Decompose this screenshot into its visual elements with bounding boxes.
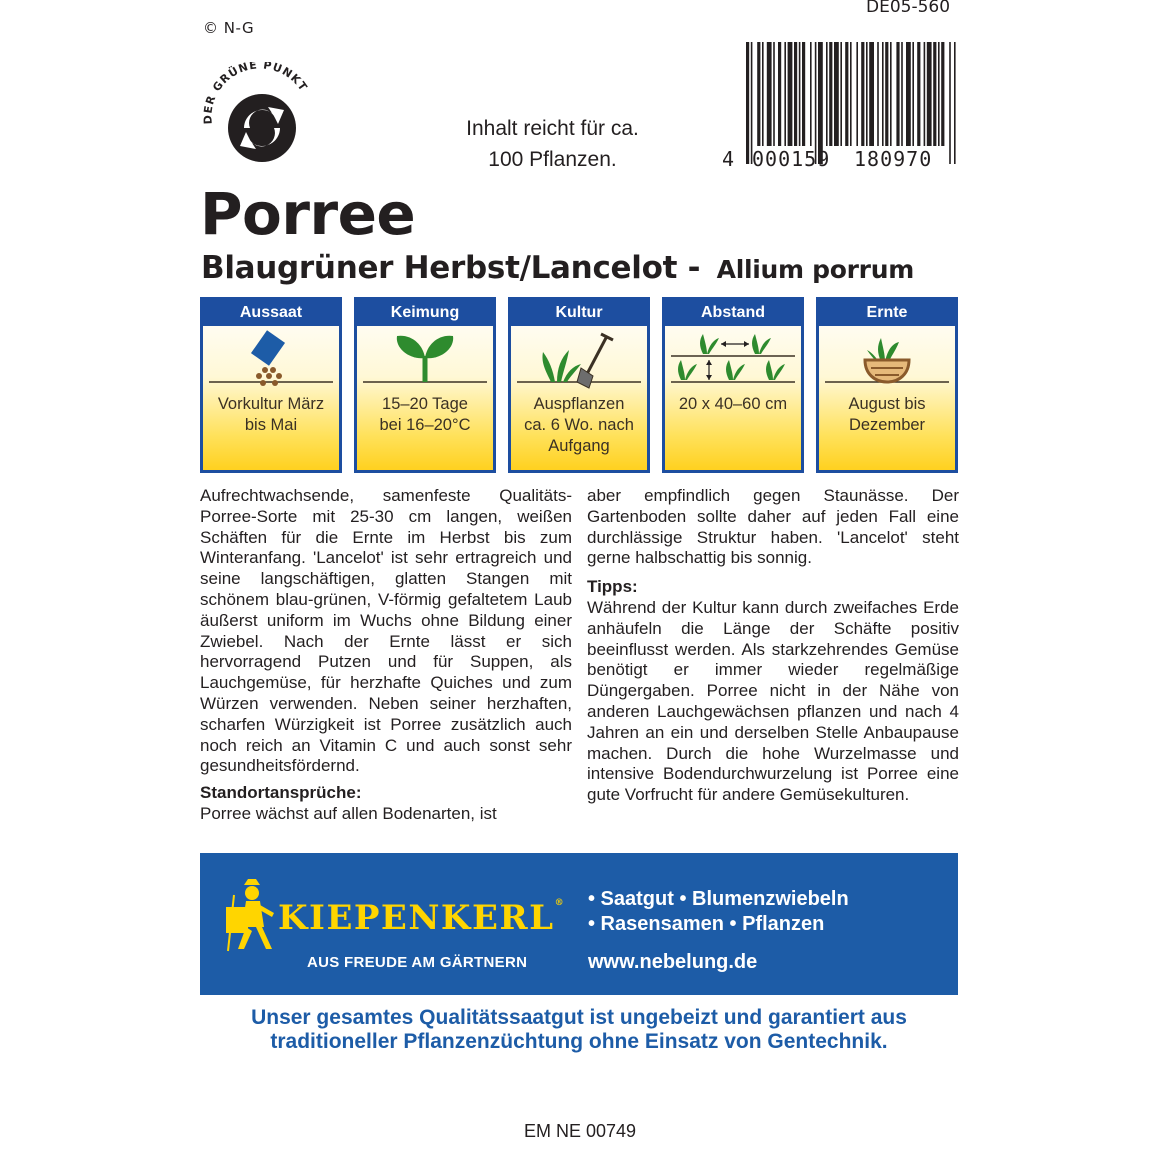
barcode-bar xyxy=(938,42,940,146)
barcode-bar xyxy=(901,42,903,146)
barcode xyxy=(722,40,958,172)
product-subtitle xyxy=(201,250,914,286)
panel-title: Kultur xyxy=(511,300,647,326)
barcode-bar xyxy=(802,42,805,146)
barcode-bar xyxy=(762,42,764,146)
barcode-bar xyxy=(784,42,786,146)
barcode-bar xyxy=(799,42,801,146)
barcode-bar xyxy=(861,42,864,146)
panel-text-line: August bis xyxy=(848,395,926,413)
green-dot-logo xyxy=(200,62,316,170)
panel-text xyxy=(203,390,339,436)
brand-website[interactable]: www.nebelung.de xyxy=(588,951,758,973)
barcode-bar xyxy=(829,42,832,146)
panel-title: Keimung xyxy=(357,300,493,326)
barcode-bar xyxy=(834,42,839,146)
harvest-basket-icon xyxy=(819,326,955,390)
barcode-bar xyxy=(933,42,936,146)
product-title: Porree xyxy=(200,180,416,248)
barcode-bar xyxy=(773,42,775,146)
barcode-bar xyxy=(751,42,753,164)
barcode-first-digit: 4 xyxy=(722,147,735,171)
panel-text-line: Auspflanzen xyxy=(533,395,625,413)
barcode-bar xyxy=(890,42,892,146)
panel-text xyxy=(819,390,955,436)
panel-text-line: 15–20 Tage xyxy=(382,395,468,413)
contents-line-1: Inhalt reicht für ca. xyxy=(466,117,639,140)
description-column-left xyxy=(200,486,572,825)
panel-title: Aussaat xyxy=(203,300,339,326)
article-code: DE05-560 xyxy=(866,0,951,17)
barcode-bar xyxy=(845,42,848,146)
barcode-bar xyxy=(896,42,899,146)
sprout-icon xyxy=(357,326,493,390)
seed-bag-icon xyxy=(203,326,339,390)
barcode-bar xyxy=(949,42,951,164)
barcode-bar xyxy=(794,42,797,146)
barcode-bar xyxy=(882,42,884,146)
registered-mark: ® xyxy=(554,898,566,908)
green-dot-icon xyxy=(200,62,316,170)
barcode-bar xyxy=(778,42,781,146)
barcode-bar xyxy=(788,42,793,146)
barcode-bar xyxy=(927,42,932,146)
panel-text xyxy=(511,390,647,457)
quality-line-2: traditioneller Pflanzenzüchtung ohne Einsatz von Gentechnik. xyxy=(270,1030,888,1053)
contents-info xyxy=(420,113,685,175)
barcode-bar xyxy=(941,42,944,146)
copyright-notice: © N-G xyxy=(203,19,255,37)
panel-text-line: Vorkultur März xyxy=(217,395,325,413)
panel-text-line: ca. 6 Wo. nach xyxy=(524,416,634,434)
plant-spade-icon xyxy=(511,326,647,390)
panel-abstand xyxy=(662,297,804,473)
brand-slogan: AUS FREUDE AM GÄRTNERN xyxy=(307,954,528,971)
barcode-bar xyxy=(877,42,879,146)
panel-ernte xyxy=(816,297,958,473)
barcode-bar xyxy=(826,42,828,146)
description-column-right xyxy=(587,486,959,806)
contents-line-2: 100 Pflanzen. xyxy=(488,148,617,171)
barcode-bar xyxy=(866,42,868,146)
brand-products xyxy=(588,887,849,937)
tips-heading: Tipps: xyxy=(587,577,638,597)
barcode-bar xyxy=(906,42,911,146)
green-dot-text: DER GRÜNE PUNKT xyxy=(201,62,311,125)
barcode-left-digits: 000159 xyxy=(752,147,831,171)
barcode-bar xyxy=(840,42,842,146)
barcode-bar xyxy=(757,42,760,146)
panel-text-line: bis Mai xyxy=(244,416,298,434)
tips-text: Während der Kultur kann durch zweifaches Erde anhäufeln die Länge der Schäfte positiv beeinflusst werden. Als starkzehrendes Gemüse benötigt er immer wieder regelmäßige Düngergaben. Porree nicht in der Nähe von anderen Lauchgewächsen pflanzen und nach 4 Jahren an ein und derselben Stelle Anbaupause machen. Durch die hohe Wurzelmasse und intensive Bodendurchwurzelung ist Porree eine gute Vorfrucht für andere Gemüsekulturen. xyxy=(587,597,959,805)
title-separator: - xyxy=(687,250,701,286)
brand-name xyxy=(278,898,565,938)
barcode-bar xyxy=(954,42,956,164)
panel-title: Abstand xyxy=(665,300,801,326)
barcode-bar xyxy=(885,42,888,146)
quality-line-1: Unser gesamtes Qualitätssaatgut ist ungebeizt und garantiert aus xyxy=(251,1006,907,1029)
panel-text-line: Aufgang xyxy=(548,437,610,455)
barcode-bars xyxy=(722,40,958,172)
panel-text-line: Dezember xyxy=(848,416,926,434)
latin-name: Allium porrum xyxy=(716,255,914,284)
panel-keimung xyxy=(354,297,496,473)
barcode-bar xyxy=(924,42,926,146)
barcode-bar xyxy=(869,42,874,146)
brand-banner xyxy=(200,853,958,995)
panel-text-line: 20 x 40–60 cm xyxy=(678,395,788,413)
barcode-bar xyxy=(818,42,823,164)
site-text-start: Porree wächst auf allen Bodenarten, ist xyxy=(200,803,497,823)
barcode-bar xyxy=(815,42,817,164)
panel-aussaat xyxy=(200,297,342,473)
em-code: EM NE 00749 xyxy=(523,1121,637,1141)
barcode-bar xyxy=(767,42,772,146)
quality-statement xyxy=(200,1006,958,1054)
barcode-bar xyxy=(810,42,812,146)
panel-title: Ernte xyxy=(819,300,955,326)
variety-name: Blaugrüner Herbst/Lancelot xyxy=(201,250,678,286)
barcode-bar xyxy=(917,42,920,146)
panel-text xyxy=(665,390,801,415)
products-line-2: • Rasensamen • Pflanzen xyxy=(588,913,825,935)
panel-kultur xyxy=(508,297,650,473)
site-text-continued: aber empfindlich gegen Staunässe. Der Gartenboden sollte daher auf jeden Fall eine durchlässige Struktur haben. 'Lancelot' steht gerne halbschattig bis sonnig. xyxy=(587,486,959,568)
site-heading: Standortansprüche: xyxy=(200,783,362,803)
barcode-bar xyxy=(850,42,852,146)
panel-text-line: bei 16–20°C xyxy=(379,416,471,434)
description-intro: Aufrechtwachsende, samenfeste Qualitäts-Porree-Sorte mit 25-30 cm langen, weißen Schäften für die Ernte im Herbst bis zum Winteranfang. 'Lancelot' ist sehr ertragreich und seine langschäftigen, glatten Stangen mit schönem blau-grünen, V-förmig gefaltetem Laub äußerst uniform im Wuchs ohne Bildung einer Zwiebel. Nach der Ernte lässt er sich hervorragend Putzen und für Suppen, als Lauchgemüse, für herzhafte Quiches und zum Würzen verwenden. Neben seiner herzhaften, scharfen Würzigkeit ist Porree zusätzlich auch noch reich an Vitamin C und auch sonst sehr gesundheitsfördernd. xyxy=(200,486,572,776)
barcode-bar xyxy=(856,42,858,146)
spacing-icon xyxy=(665,326,801,390)
barcode-right-digits: 180970 xyxy=(854,147,933,171)
products-line-1: • Saatgut • Blumenzwiebeln xyxy=(588,888,849,910)
barcode-bar xyxy=(912,42,914,146)
brand-name-text: KIEPENKERL xyxy=(278,898,555,938)
panel-text xyxy=(357,390,493,436)
barcode-bar xyxy=(746,42,749,164)
